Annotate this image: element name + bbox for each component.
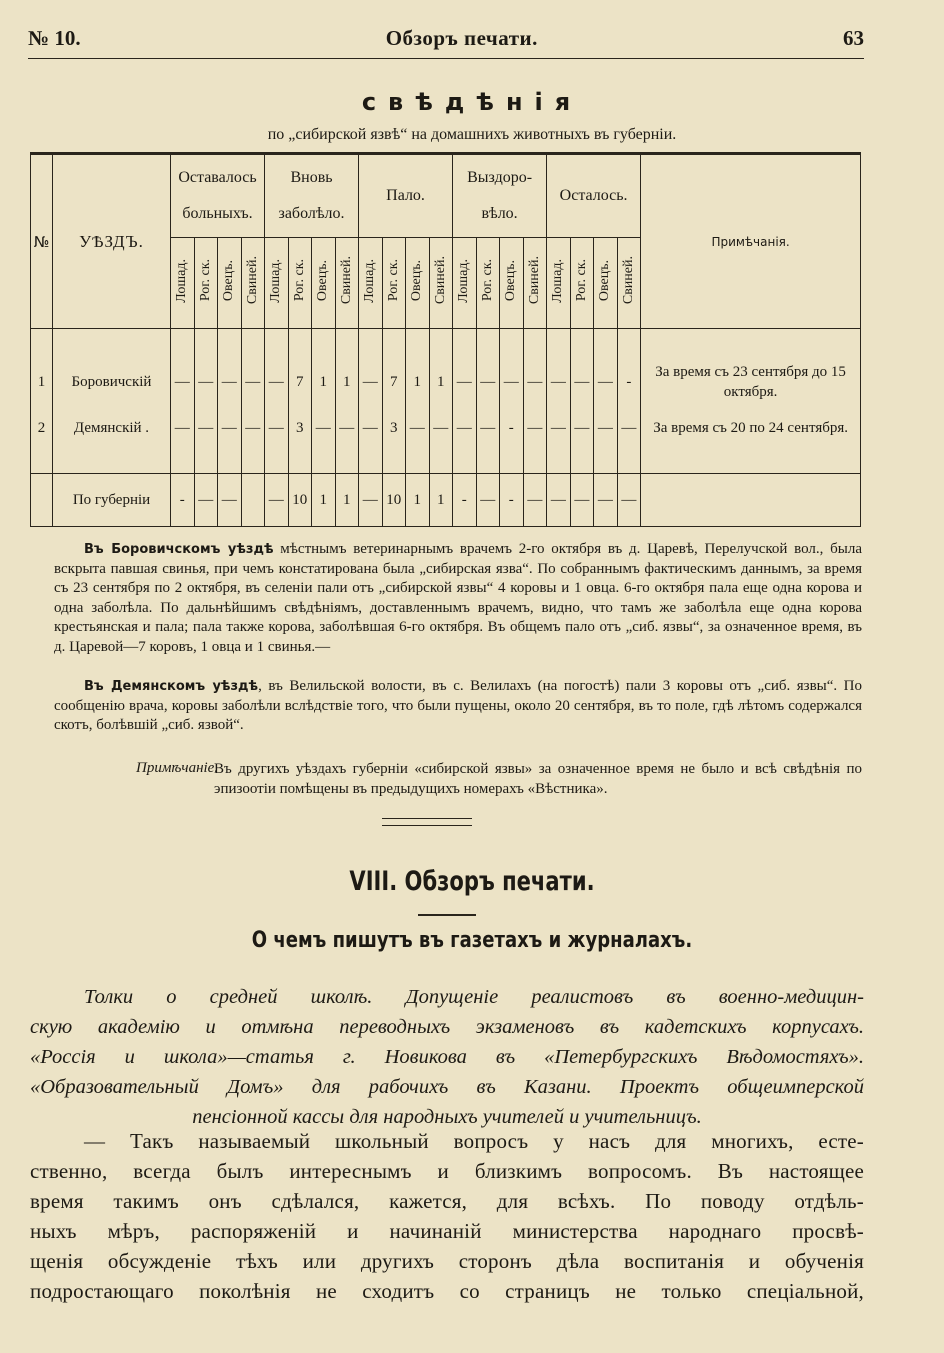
group-header-line: Выздоро- — [467, 169, 533, 186]
count-cell: — — [335, 405, 359, 451]
page-number: 63 — [842, 26, 864, 50]
demyansk-heading: Въ Демянскомъ уѣздѣ — [84, 679, 259, 694]
uezd-name: Боровичскій — [53, 359, 171, 405]
section-title-rule — [418, 914, 476, 916]
animal-subheader — [617, 238, 641, 329]
spacer-cell — [523, 451, 547, 474]
total-cell: 1 — [335, 474, 359, 527]
borovichi-text: мѣстнымъ ветеринарнымъ врачемъ 2-го октября въ д. Царевѣ, Перелучской вол., была вскрыта павшая свинья, при чемъ констатирована была „сибирская язва“. По собраннымъ фактическимъ даннымъ, за время съ 23 сентября по 2 октября, въ селеніи пали отъ „сибирской язвы“ 4 коровы и 1 овца. 6-го октября пала еще одна корова и одна заболѣла. По дальнѣйшимъ свѣдѣніямъ, доставленнымъ врачемъ, видно, что тамъ же заболѣла еще одна корова крестьянская и пала; пала также корова, заболѣвшая 6-го октября. Въ общемъ пало отъ „сиб. язвы“, за означенное время, въ д. Царевой—7 коровъ, 1 овца и 1 свинья.— — [54, 541, 862, 655]
animal-label: Лошад. — [362, 258, 378, 303]
count-cell: — — [241, 405, 265, 451]
spacer-row — [31, 337, 861, 359]
demyansk-text: , въ Велильской волости, въ с. Велилахъ (на погостѣ) пали 3 коровы отъ „сиб. язвы“. По сообщенію врача, коровы заболѣли вслѣдствіе того, что были пущены, около 20 сентября, въ то поле, гдѣ лѣтомъ содержался скотъ, болѣвшій „сиб. язвой“. — [54, 678, 863, 733]
total-cell: — — [617, 474, 641, 527]
total-cell: — — [359, 474, 383, 527]
report-subtitle: по „сибирской язвѣ“ на домашнихъ животныхъ въ губерніи. — [267, 126, 677, 143]
running-header — [28, 26, 864, 51]
body-line: ныхъ мѣръ, распоряженій и начинаній министерства народнаго просвѣ- — [30, 1219, 864, 1243]
spacer-cell — [570, 329, 594, 338]
count-cell: — — [359, 405, 383, 451]
animal-label: Свиней. — [432, 256, 448, 305]
count-cell: — — [570, 359, 594, 405]
spacer-cell — [194, 337, 218, 359]
spacer-cell — [382, 451, 406, 474]
animal-subheader — [594, 238, 618, 329]
summary-line: скую академію и отмѣна переводныхъ экзаменовъ въ кадетскихъ корпусахъ. — [30, 1016, 864, 1038]
issue-number: № 10. — [28, 26, 81, 50]
count-cell: — — [617, 405, 641, 451]
animal-label: Свиней. — [620, 256, 636, 305]
count-cell: 7 — [288, 359, 312, 405]
section-title: VIII. Обзоръ печати. — [349, 866, 595, 897]
table-row — [31, 359, 861, 405]
spacer-cell — [53, 337, 171, 359]
count-cell: — — [547, 405, 571, 451]
spacer-cell — [547, 329, 571, 338]
animal-subheader — [406, 238, 430, 329]
spacer-cell — [547, 337, 571, 359]
count-cell: — — [265, 405, 289, 451]
spacer-cell — [241, 451, 265, 474]
total-cell: - — [171, 474, 195, 527]
group-header-line: Вновь — [290, 169, 333, 186]
uezd-name: Демянскій . — [53, 405, 171, 451]
animal-label: Лошад. — [174, 258, 190, 303]
spacer-cell — [335, 451, 359, 474]
spacer-cell — [359, 451, 383, 474]
spacer-cell — [429, 451, 453, 474]
report-title: свѣдѣнія — [361, 88, 583, 116]
count-cell: — — [194, 359, 218, 405]
animal-label: Рог. ск. — [197, 259, 213, 302]
animal-subheader — [382, 238, 406, 329]
spacer-cell — [523, 329, 547, 338]
spacer-cell — [500, 337, 524, 359]
total-cell: — — [570, 474, 594, 527]
col-uezd-header: УѢЗДЪ. — [53, 154, 171, 329]
spacer-cell — [406, 337, 430, 359]
animal-label: Овецъ. — [409, 259, 425, 302]
article-body — [30, 1126, 864, 1306]
count-cell: — — [241, 359, 265, 405]
spacer-cell — [594, 337, 618, 359]
count-cell: — — [453, 405, 477, 451]
spacer-cell — [453, 337, 477, 359]
spacer-cell — [500, 329, 524, 338]
spacer-cell — [194, 451, 218, 474]
total-cell: — — [547, 474, 571, 527]
animal-label: Лошад. — [456, 258, 472, 303]
total-cell: 10 — [288, 474, 312, 527]
count-cell: - — [500, 405, 524, 451]
spacer-cell — [218, 451, 242, 474]
group-header-line: Осталось. — [559, 187, 628, 204]
count-cell: — — [218, 359, 242, 405]
spacer-cell — [617, 451, 641, 474]
spacer-cell — [359, 337, 383, 359]
spacer-cell — [288, 337, 312, 359]
spacer-cell — [641, 451, 861, 474]
total-cell: — — [194, 474, 218, 527]
spacer-cell — [53, 451, 171, 474]
animal-subheader — [288, 238, 312, 329]
body-line: — Такъ называемый школьный вопросъ у насъ для многихъ, есте- — [84, 1129, 864, 1153]
spacer-cell — [617, 337, 641, 359]
count-cell: — — [594, 405, 618, 451]
spacer-cell — [594, 451, 618, 474]
spacer-cell — [476, 451, 500, 474]
animal-label: Свиней. — [244, 256, 260, 305]
count-cell: — — [312, 405, 336, 451]
animal-label: Овецъ. — [597, 259, 613, 302]
group-header — [359, 154, 453, 238]
spacer-cell — [500, 451, 524, 474]
spacer-cell — [617, 329, 641, 338]
spacer-cell — [194, 329, 218, 338]
running-title: Обзоръ печати. — [385, 26, 538, 50]
animal-label: Лошад. — [550, 258, 566, 303]
count-cell: — — [194, 405, 218, 451]
summary-line: «Россія и школа»—статья г. Новикова въ «Петербургскихъ Вѣдомостяхъ». — [30, 1046, 864, 1068]
animal-subheader — [476, 238, 500, 329]
spacer-cell — [31, 337, 53, 359]
paragraph-borovichi — [54, 540, 862, 657]
count-cell: 3 — [382, 405, 406, 451]
count-cell: — — [500, 359, 524, 405]
count-cell: — — [523, 405, 547, 451]
count-cell: — — [476, 405, 500, 451]
summary-line: Толки о средней школѣ. Допущеніе реалистовъ въ военно-медицин- — [84, 986, 864, 1008]
group-header-line: больныхъ. — [182, 205, 253, 222]
note-text: Въ другихъ уѣздахъ губерніи «сибирской язвы» за означенное время не было и всѣ свѣдѣнія по эпизоотіи помѣщены въ предыдущихъ номерахъ «Вѣстника». — [214, 761, 862, 797]
count-cell: — — [171, 359, 195, 405]
spacer-row — [31, 329, 861, 338]
count-cell: 1 — [335, 359, 359, 405]
count-cell: 1 — [406, 359, 430, 405]
count-cell: — — [265, 359, 289, 405]
animal-label: Овецъ. — [221, 259, 237, 302]
animal-subheader — [194, 238, 218, 329]
spacer-cell — [523, 337, 547, 359]
animal-subheader — [523, 238, 547, 329]
group-header — [171, 154, 265, 238]
spacer-row — [31, 451, 861, 474]
spacer-cell — [31, 329, 53, 338]
total-row — [31, 474, 861, 527]
group-header-line: вѣло. — [481, 205, 518, 222]
total-cell: - — [500, 474, 524, 527]
spacer-cell — [570, 451, 594, 474]
group-header — [547, 154, 641, 238]
spacer-cell — [476, 337, 500, 359]
spacer-cell — [53, 329, 171, 338]
count-cell: — — [476, 359, 500, 405]
animal-label: Рог. ск. — [573, 259, 589, 302]
spacer-cell — [171, 451, 195, 474]
count-cell: 1 — [429, 359, 453, 405]
spacer-cell — [218, 337, 242, 359]
spacer-cell — [406, 329, 430, 338]
animal-subheader — [171, 238, 195, 329]
spacer-cell — [171, 337, 195, 359]
animal-subheader — [241, 238, 265, 329]
spacer-cell — [241, 337, 265, 359]
count-cell: — — [453, 359, 477, 405]
section-subtitle: О чемъ пишутъ въ газетахъ и журналахъ. — [251, 928, 693, 953]
total-cell: 1 — [406, 474, 430, 527]
count-cell: 1 — [312, 359, 336, 405]
count-cell: — — [406, 405, 430, 451]
col-number-header: № — [31, 154, 53, 329]
animal-label: Свиней. — [338, 256, 354, 305]
spacer-cell — [429, 329, 453, 338]
animal-subheader — [265, 238, 289, 329]
table-row — [31, 405, 861, 451]
spacer-cell — [265, 451, 289, 474]
count-cell: — — [359, 359, 383, 405]
spacer-cell — [429, 337, 453, 359]
body-line: щенія обсужденіе тѣхъ или другихъ сторонъ дѣла воспитанія и обученія — [30, 1249, 864, 1273]
animal-subheader — [547, 238, 571, 329]
animal-label: Рог. ск. — [291, 259, 307, 302]
animal-label: Овецъ. — [503, 259, 519, 302]
spacer-cell — [312, 451, 336, 474]
animal-label: Лошад. — [268, 258, 284, 303]
spacer-cell — [265, 329, 289, 338]
animal-subheader — [359, 238, 383, 329]
summary-line: «Образовательный Домъ» для рабочихъ въ Казани. Проектъ общеимперской — [30, 1076, 864, 1098]
spacer-cell — [312, 329, 336, 338]
total-cell: — — [594, 474, 618, 527]
header-rule — [28, 58, 864, 59]
count-cell: — — [570, 405, 594, 451]
total-note — [641, 474, 861, 527]
total-cell: 1 — [312, 474, 336, 527]
section-divider — [382, 818, 472, 826]
borovichi-heading: Въ Боровичскомъ уѣздѣ — [84, 542, 274, 557]
spacer-cell — [570, 337, 594, 359]
total-label: По губерніи — [53, 474, 171, 527]
spacer-cell — [241, 329, 265, 338]
count-cell: — — [429, 405, 453, 451]
summary-line: пенсіонной кассы для народныхъ учителей и учительницъ. — [192, 1106, 702, 1128]
col-notes-header: Примѣчанія. — [641, 154, 861, 329]
count-cell: — — [171, 405, 195, 451]
animal-subheader — [335, 238, 359, 329]
spacer-cell — [641, 337, 861, 359]
count-cell: 7 — [382, 359, 406, 405]
spacer-cell — [265, 337, 289, 359]
spacer-cell — [335, 329, 359, 338]
group-header-line: заболѣло. — [278, 205, 345, 222]
animal-label: Овецъ. — [315, 259, 331, 302]
total-number — [31, 474, 53, 527]
count-cell: — — [547, 359, 571, 405]
note-label: Примѣчаніе. — [136, 760, 219, 776]
spacer-cell — [335, 337, 359, 359]
count-cell: — — [523, 359, 547, 405]
count-cell: 3 — [288, 405, 312, 451]
total-cell: 10 — [382, 474, 406, 527]
group-header-line: Пало. — [386, 187, 425, 204]
row-note: За время съ 20 по 24 сентября. — [641, 405, 861, 451]
anthrax-table — [30, 152, 861, 527]
row-number: 2 — [31, 405, 53, 451]
spacer-cell — [476, 329, 500, 338]
spacer-cell — [382, 329, 406, 338]
spacer-cell — [31, 451, 53, 474]
count-cell: — — [218, 405, 242, 451]
animal-subheader — [312, 238, 336, 329]
total-cell: — — [218, 474, 242, 527]
spacer-cell — [171, 329, 195, 338]
group-header-line: Оставалось — [178, 169, 257, 186]
animal-subheader — [429, 238, 453, 329]
spacer-cell — [547, 451, 571, 474]
spacer-cell — [359, 329, 383, 338]
row-number: 1 — [31, 359, 53, 405]
spacer-cell — [641, 329, 861, 338]
spacer-cell — [382, 337, 406, 359]
paragraph-demyansk — [54, 677, 862, 736]
count-cell: - — [617, 359, 641, 405]
total-cell: — — [523, 474, 547, 527]
spacer-cell — [453, 329, 477, 338]
total-cell: — — [265, 474, 289, 527]
animal-subheader — [453, 238, 477, 329]
animal-label: Рог. ск. — [479, 259, 495, 302]
spacer-cell — [288, 451, 312, 474]
spacer-cell — [594, 329, 618, 338]
count-cell: — — [594, 359, 618, 405]
table-header-row — [31, 154, 861, 238]
animal-label: Свиней. — [526, 256, 542, 305]
group-header — [453, 154, 547, 238]
total-cell — [241, 474, 265, 527]
spacer-cell — [288, 329, 312, 338]
total-cell: 1 — [429, 474, 453, 527]
spacer-cell — [312, 337, 336, 359]
body-line: время такимъ онъ сдѣлался, кажется, для всѣхъ. По поводу отдѣль- — [30, 1189, 864, 1213]
section-summary — [30, 982, 864, 1132]
body-line: подростающаго поколѣнія не сходитъ со страницъ не только спеціальной, — [30, 1279, 864, 1303]
animal-subheader — [218, 238, 242, 329]
row-note: За время съ 23 сентября до 15 октября. — [641, 359, 861, 405]
animal-label: Рог. ск. — [385, 259, 401, 302]
body-line: ственно, всегда былъ интереснымъ и близкимъ вопросомъ. Въ настоящее — [30, 1159, 864, 1183]
group-header — [265, 154, 359, 238]
total-cell: - — [453, 474, 477, 527]
animal-subheader — [500, 238, 524, 329]
spacer-cell — [406, 451, 430, 474]
spacer-cell — [453, 451, 477, 474]
animal-subheader — [570, 238, 594, 329]
spacer-cell — [218, 329, 242, 338]
total-cell: — — [476, 474, 500, 527]
